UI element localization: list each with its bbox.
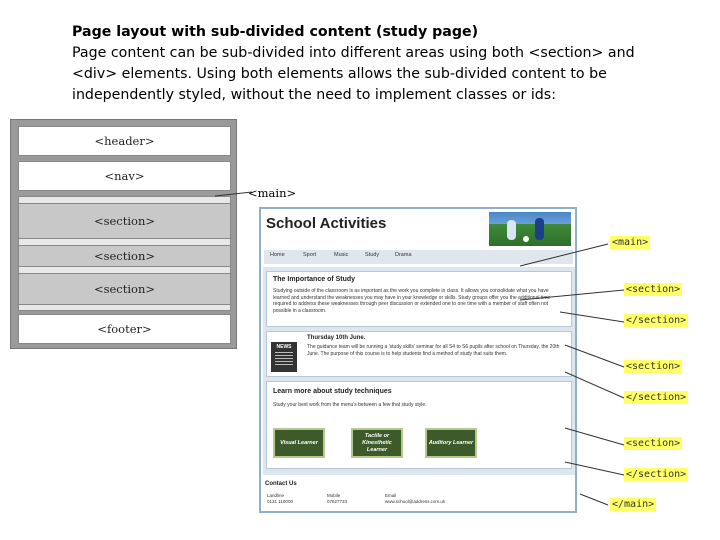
contact-heading: Contact Us <box>265 481 297 487</box>
label-main-close: </main> <box>612 499 655 510</box>
site-title: School Activities <box>266 215 387 232</box>
wire-header: <header> <box>18 126 231 156</box>
wire-nav: <nav> <box>18 161 231 191</box>
visual-learner-button[interactable]: Visual Learner <box>273 428 325 458</box>
label-section-close-3: </section> <box>626 469 687 480</box>
slide-body: Page content can be sub-divided into different areas using both <section> and <div> elements. Using both elements allows the sub-divided content to be independently styled, without the need to implement classes or ids: <box>72 45 635 103</box>
wire-footer: <footer> <box>18 314 231 344</box>
section-importance-heading: The Importance of Study <box>273 276 356 283</box>
news-text: The guidance team will be running a 'study skills' seminar for all S4 to S6 pupils after school on Thursday, the 20th June. The purpose of this course is to help students find a method of study that suits them. <box>307 344 560 357</box>
arrow-wire-main <box>215 192 252 196</box>
techniques-intro: Study your best work from the menu's between a few that study style. <box>273 402 427 408</box>
newspaper-icon: NEWS <box>271 342 297 372</box>
section-importance-text: Studying outside of the classroom is as important as the work you complete in class. It allows you consolidate what you have learned and understand the weaknesses you may have in your knowledge or skills. Study groups offer you the additional time required to address these weaknesses through peer discussion or extended one to one time with a member of staff often not possible in a classroom. <box>273 288 551 314</box>
arrow-main-open <box>520 244 608 266</box>
wire-section-1: <section> <box>18 203 231 239</box>
contact-mobile: Mobile 07627733 <box>327 493 348 504</box>
wire-main-label: <main> <box>248 186 297 200</box>
nav-drama[interactable]: Drama <box>395 252 412 258</box>
arrow-main-close <box>580 494 608 505</box>
arrow-section-close-2 <box>565 372 624 398</box>
nav-sport[interactable]: Sport <box>303 252 317 258</box>
label-section-open-2: <section> <box>626 361 681 372</box>
arrow-section-open-3 <box>565 428 624 445</box>
label-section-close-2: </section> <box>626 392 687 403</box>
arrow-section-open-1 <box>520 290 624 300</box>
contact-landline: Landline 0131 110000 <box>267 493 293 504</box>
label-section-close-1: </section> <box>626 315 687 326</box>
contact-email: Email www.school@address.com.uk <box>385 493 446 504</box>
wire-section-2: <section> <box>18 245 231 267</box>
arrow-section-close-3 <box>565 462 624 475</box>
arrow-section-close-1 <box>560 312 624 322</box>
label-main-open: <main> <box>612 237 649 248</box>
slide-title: Page layout with sub-divided content (study page) <box>72 24 479 40</box>
news-date: Thursday 10th June. <box>307 335 366 341</box>
arrow-section-open-2 <box>565 345 624 367</box>
label-section-open-1: <section> <box>626 284 681 295</box>
nav-music[interactable]: Music <box>334 252 349 258</box>
nav-study[interactable]: Study <box>365 252 380 258</box>
kinesthetic-learner-button[interactable]: Tactile or Kinesthetic Learner <box>351 428 403 458</box>
label-section-open-3: <section> <box>626 438 681 449</box>
auditory-learner-button[interactable]: Auditory Learner <box>425 428 477 458</box>
nav-home[interactable]: Home <box>270 252 285 258</box>
wire-section-3: <section> <box>18 273 231 305</box>
techniques-heading: Learn more about study techniques <box>273 388 392 395</box>
